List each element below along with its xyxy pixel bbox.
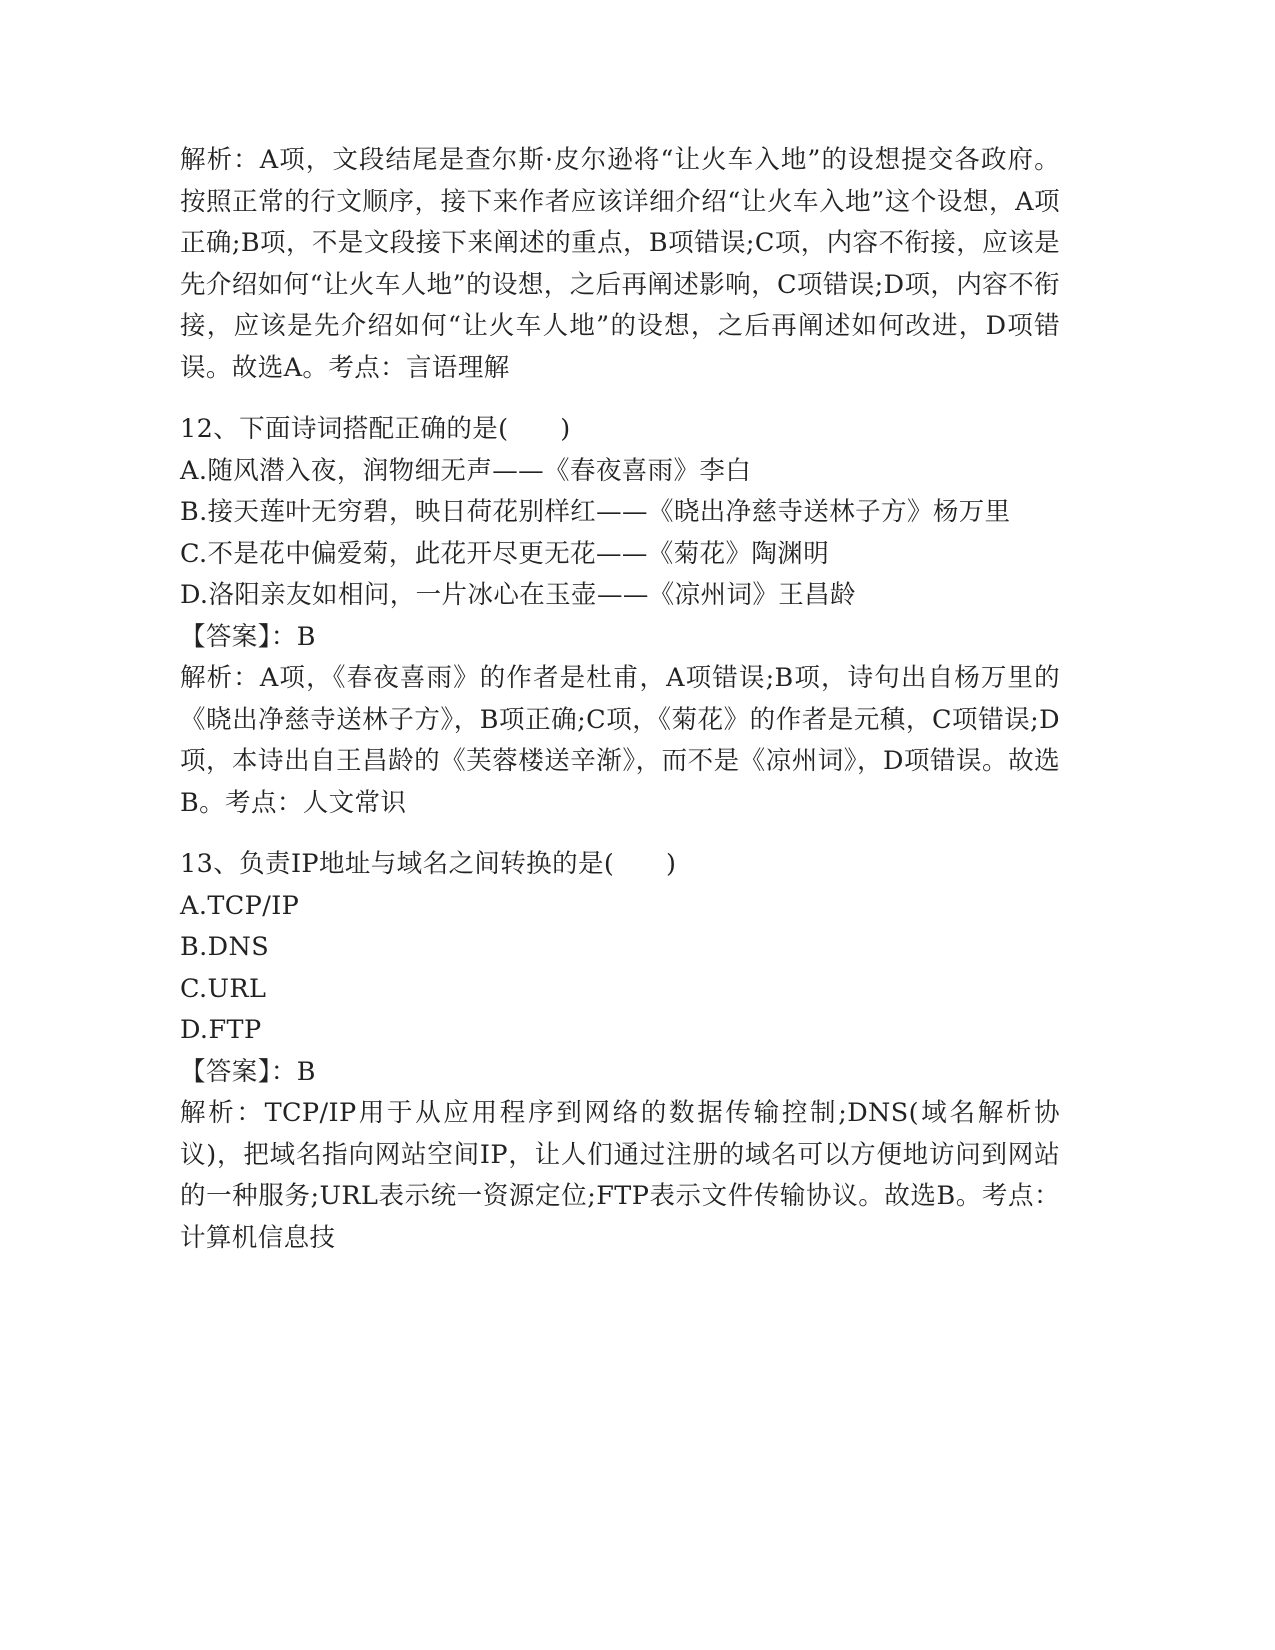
q13-option-b: B.DNS (180, 932, 270, 962)
q12-answer: 【答案】：B (180, 621, 316, 652)
q12-option-a: A.随风潜入夜，润物细无声——《春夜喜雨》李白 (180, 455, 752, 486)
q12-option-b: B.接天莲叶无穷碧，映日荷花别样红——《晓出净慈寺送林子方》杨万里 (180, 497, 1011, 527)
q13-option-d: D.FTP (180, 1015, 262, 1045)
q13-option-a: A.TCP/IP (180, 890, 300, 921)
q13-answer: 【答案】：B (180, 1056, 316, 1087)
q12-option-d: D.洛阳亲友如相问，一片冰心在玉壶——《凉州词》王昌龄 (180, 580, 856, 610)
q13-option-c: C.URL (180, 973, 267, 1004)
section-gap (180, 824, 1060, 844)
section-gap (180, 389, 1060, 409)
q13-analysis: 解析：TCP/IP用于从应用程序到网络的数据传输控制;DNS(域名解析协议)，把域名指向网站空间IP，让人们通过注册的域名可以方便地访问到网站的一种服务;URL表示统一资源定位;FTP表示文件传输协议。故选B。考点：计算机信息技 (180, 1098, 1060, 1253)
document-page (180, 140, 1060, 1259)
q12-analysis: 解析：A项，《春夜喜雨》的作者是杜甫，A项错误;B项，诗句出自杨万里的《晓出净慈寺送林子方》，B项正确;C项，《菊花》的作者是元稹，C项错误;D项，本诗出自王昌龄的《芙蓉楼送辛渐》，而不是《凉州词》，D项错误。故选B。考点：人文常识 (180, 663, 1060, 818)
q13-question: 13、负责IP地址与域名之间转换的是( ) (180, 849, 677, 879)
q11-analysis: 解析：A项，文段结尾是查尔斯·皮尔逊将“让火车入地”的设想提交各政府。按照正常的行文顺序，接下来作者应该详细介绍“让火车入地”这个设想，A项正确;B项，不是文段接下来阐述的重点，B项错误;C项，内容不衔接，应该是先介绍如何“让火车人地”的设想，之后再阐述影响，C项错误;D项，内容不衔接，应该是先介绍如何“让火车人地”的设想，之后再阐述如何改进，D项错误。故选A。考点：言语理解 (180, 145, 1060, 383)
q12-option-c: C.不是花中偏爱菊，此花开尽更无花——《菊花》陶渊明 (180, 538, 830, 569)
q12-question: 12、下面诗词搭配正确的是( ) (180, 414, 571, 444)
